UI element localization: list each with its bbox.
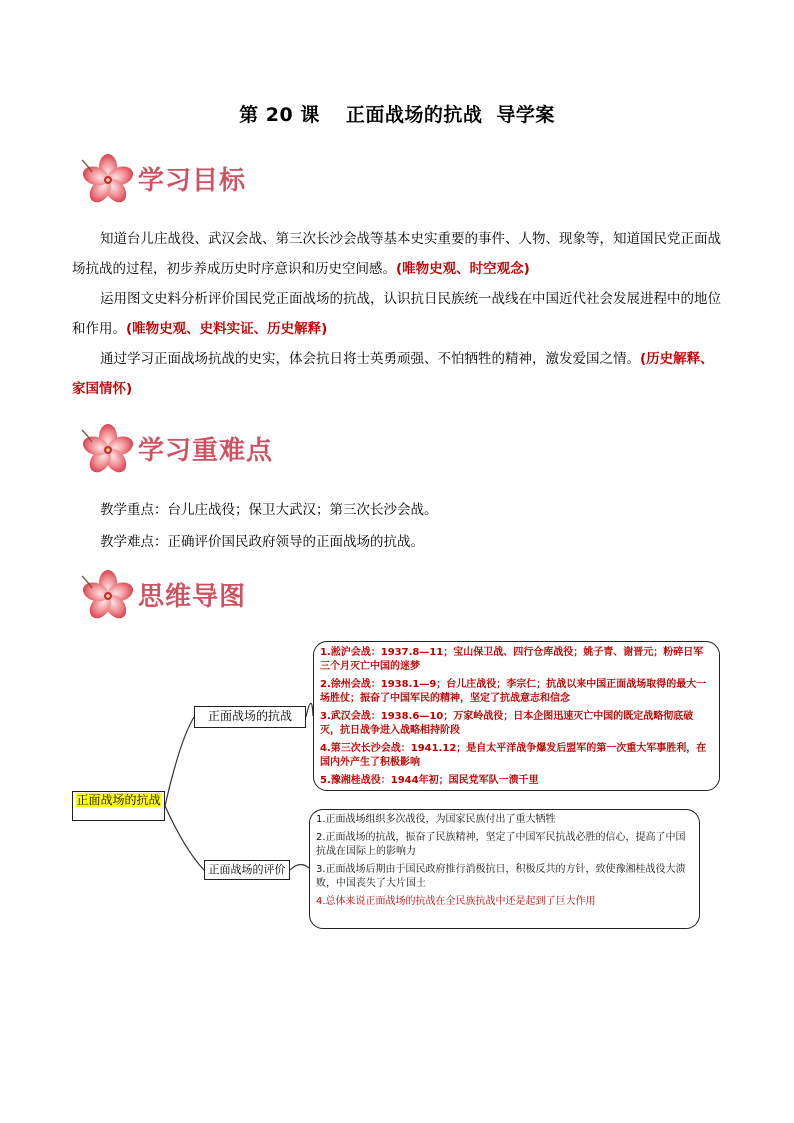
list-item: 2.正面战场的抗战，振奋了民族精神，坚定了中国军民抗战必胜的信心，提高了中国抗战在国际上的影响力: [316, 832, 686, 857]
list-item: 1.正面战场组织多次战役，为国家民族付出了重大牺牲: [316, 814, 556, 825]
mind-map-branch-battles: 正面战场的抗战: [194, 706, 306, 728]
evaluation-list: [309, 809, 700, 929]
section-title: 学习重难点: [138, 436, 274, 466]
lesson-number: 第 20 课: [239, 104, 320, 126]
connector-root-branch2: [165, 806, 204, 870]
objective-text: 知道台儿庄战役、武汉会战、第三次长沙会战等基本史实重要的事件、人物、现象等，知道国民党正面战场抗战的过程，初步养成历史时序意识和历史空间感。: [72, 231, 721, 277]
battles-list: [313, 641, 720, 791]
list-item: 5.豫湘桂战役：1944年初；国民党军队一溃千里: [320, 775, 539, 786]
list-item: 1.淞沪会战：1937.8—11；宝山保卫战、四行仓库战役；姚子青、谢晋元；粉碎日军三个月灭亡中国的迷梦: [320, 647, 704, 672]
root-label: 正面战场的抗战: [76, 793, 161, 807]
list-item: 3.武汉会战：1938.6—10；万家岭战役；日本企图迅速灭亡中国的既定战略彻底破灭，抗日战争进入战略相持阶段: [320, 711, 694, 736]
teaching-difficulty: 教学难点：正确评价国民政府领导的正面战场的抗战。: [100, 534, 424, 550]
lesson-topic: 正面战场的抗战: [345, 104, 483, 126]
connector-root-branch1: [165, 717, 194, 806]
list-item: 3.正面战场后期由于国民政府推行消极抗日，积极反共的方针，致使豫湘桂战役大溃败，中国丧失了大片国土: [316, 864, 686, 889]
list-item: 4.第三次长沙会战：1941.12；是自太平洋战争爆发后盟军的第一次重大军事胜利，在国内外产生了积极影响: [320, 743, 707, 768]
mind-map-branch-evaluation: 正面战场的评价: [204, 860, 290, 880]
connector-branch1-list: [306, 703, 313, 717]
objective-text: 通过学习正面战场抗战的史实，体会抗日将士英勇顽强、不怕牺牲的精神，激发爱国之情。: [100, 351, 640, 367]
list-item: 4.总体来说正面战场的抗战在全民族抗战中还是起到了巨大作用: [316, 896, 596, 907]
objective-text: 运用图文史料分析评价国民党正面战场的抗战，认识抗日民族统一战线在中国近代社会发展进程中的地位和作用。: [72, 291, 721, 337]
section-title: 学习目标: [138, 166, 247, 196]
mind-map-root: [72, 791, 165, 821]
list-item: 2.徐州会战：1938.1—9；台儿庄战役；李宗仁；抗战以来中国正面战场取得的最大一场胜仗；振奋了中国军民的精神，坚定了抗战意志和信念: [320, 679, 707, 704]
objective-tag: (历史解释、家国情怀): [72, 351, 714, 397]
section-title: 思维导图: [138, 582, 247, 612]
connector-branch2-list: [290, 864, 309, 870]
teaching-focus: 教学重点：台儿庄战役；保卫大武汉；第三次长沙会战。: [100, 502, 438, 518]
title-suffix: 导学案: [496, 104, 555, 126]
objective-tag: (唯物史观、时空观念): [396, 261, 530, 277]
objective-tag: (唯物史观、史料实证、历史解释): [126, 321, 328, 337]
